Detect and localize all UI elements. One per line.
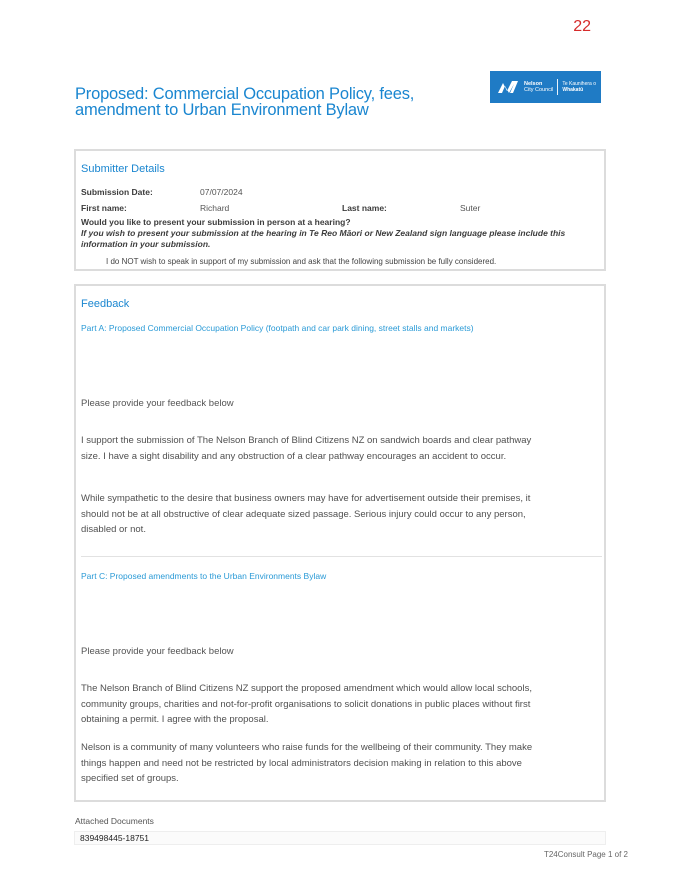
hearing-question: Would you like to present your submission in person at a hearing? (81, 217, 351, 227)
page-title: Proposed: Commercial Occupation Policy, fees, amendment to Urban Environment Bylaw (75, 85, 415, 119)
part-c-heading: Part C: Proposed amendments to the Urban Environments Bylaw (81, 571, 327, 581)
attached-documents-label: Attached Documents (75, 816, 154, 826)
language-question: If you wish to present your submission at the hearing in Te Reo Māori or New Zealand sign language please include this information in your submission. (81, 228, 566, 249)
nelson-n-logo-icon (497, 80, 519, 94)
part-c-paragraph-1: The Nelson Branch of Blind Citizens NZ support the proposed amendment which would allow local schools, community groups, charities and not-for-profit organisations to solicit donations in public places without first obtaining a permit. I agree with the proposal. (81, 683, 532, 725)
logo-name-line2: City Council (524, 87, 554, 93)
last-name-label: Last name: (342, 203, 387, 213)
page-footer: T24Consult Page 1 of 2 (543, 850, 628, 859)
feedback-heading: Feedback (81, 298, 130, 310)
hearing-answer: I do NOT wish to speak in support of my submission and ask that the following submission be fully considered. (106, 257, 497, 266)
first-name-value: Richard (200, 203, 230, 213)
feedback-section (74, 284, 606, 802)
last-name-value: Suter (460, 203, 481, 213)
submitter-details-section (74, 149, 606, 271)
attached-document-link[interactable]: 839498445-18751 (80, 833, 150, 843)
logo-name-line1: Nelson (524, 80, 543, 87)
part-a-prompt: Please provide your feedback below (81, 398, 234, 409)
logo-maori-name (562, 81, 596, 94)
logo-divider (557, 79, 558, 95)
page-number: 22 (573, 18, 591, 35)
attached-documents-box (74, 831, 606, 845)
submission-date-value: 07/07/2024 (200, 187, 243, 197)
part-c-prompt: Please provide your feedback below (81, 646, 234, 657)
part-a-paragraph-2: While sympathetic to the desire that business owners may have for advertisement outside their premises, it should not be at all obstructive of clear adequate sized passage. Serious injury could occur to any person, disabled or not. (81, 493, 531, 535)
submitter-heading: Submitter Details (81, 163, 165, 175)
logo-name (524, 81, 553, 94)
section-divider (81, 556, 602, 557)
logo-maori-line1: Te Kaunihera o (562, 80, 596, 87)
part-a-paragraph-1: I support the submission of The Nelson Branch of Blind Citizens NZ on sandwich boards and clear pathway size. I have a sight disability and any obstruction of a clear pathway encourages an accident to occur. (81, 435, 532, 462)
first-name-label: First name: (81, 203, 127, 213)
part-a-heading: Part A: Proposed Commercial Occupation Policy (footpath and car park dining, street stalls and markets) (81, 323, 474, 333)
part-c-paragraph-2: Nelson is a community of many volunteers who raise funds for the wellbeing of their community. They make things happen and need not be restricted by local administrators decision making in relation to this above specified set of groups. (81, 742, 533, 784)
council-logo (490, 71, 601, 103)
logo-maori-line2: Whakatū (562, 87, 584, 93)
submission-date-label: Submission Date: (81, 187, 153, 197)
